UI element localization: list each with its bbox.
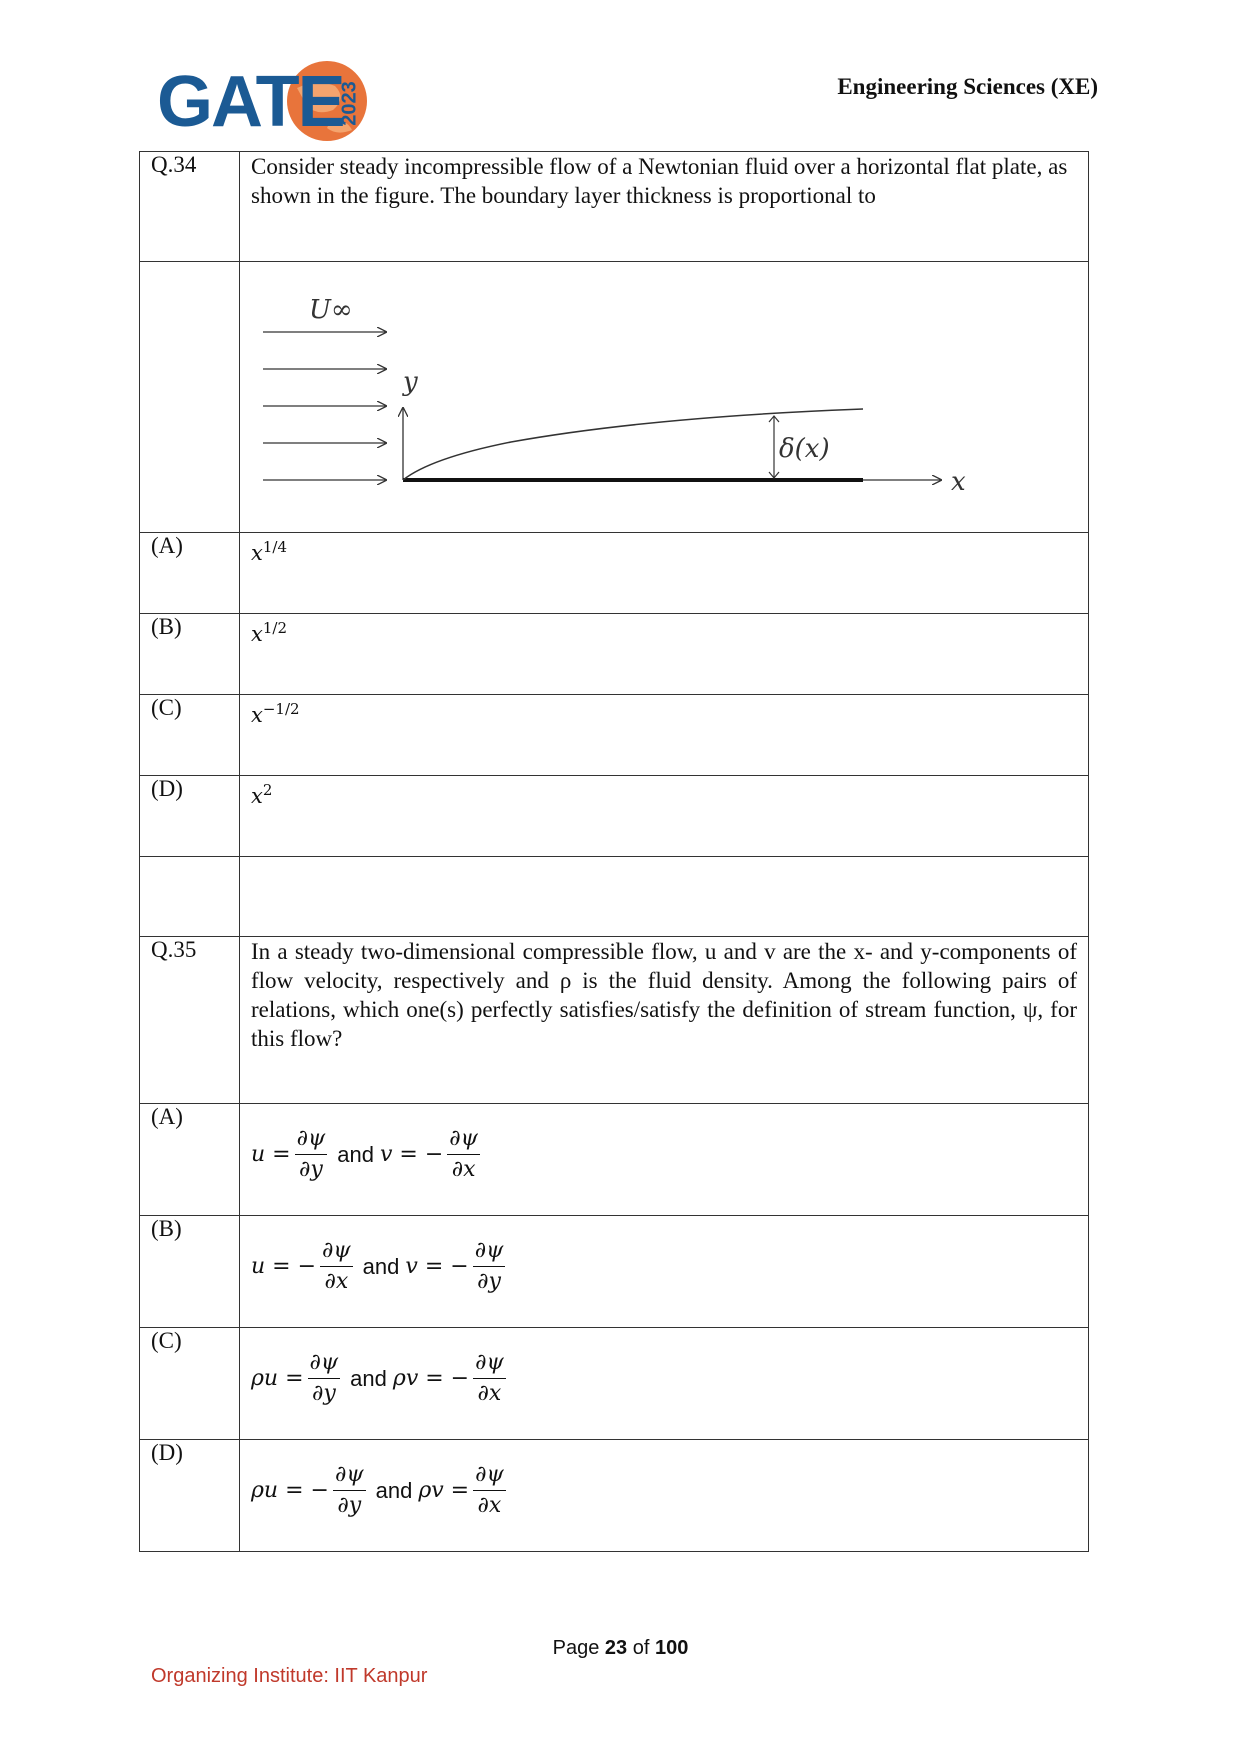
option-c: $x^{-1/2}$ (240, 695, 1089, 776)
question-table (139, 151, 1089, 1552)
option-row (140, 614, 1089, 695)
x-axis-label: x (951, 467, 966, 497)
gate-logo (157, 58, 377, 144)
question-text: In a steady two-dimensional compressible flow, u and v are the x- and y-components of flow velocity, respectively and ρ is the fluid density. Among the following pairs of relations, which one(s) perfectly satisfies/satisfy the definition of stream function, ψ, for this flow? (240, 937, 1089, 1104)
option-row (140, 1216, 1089, 1328)
option-d: $x^2$ (240, 776, 1089, 857)
logo-text: GATE (157, 62, 344, 142)
option-row (140, 533, 1089, 614)
logo-year: 2023 (338, 81, 361, 126)
figure-row (140, 262, 1089, 533)
option-label: (A) (140, 1104, 240, 1216)
option-row (140, 1440, 1089, 1552)
option-label: (B) (140, 614, 240, 695)
question-row (140, 152, 1089, 262)
option-d: ρu = − $\frac{\partial\psi}{\partial y}$ and ρv = $\frac{\partial\psi}{\partial x}$ (240, 1440, 1089, 1552)
page-header (0, 0, 1241, 150)
boundary-layer-diagram (251, 262, 1011, 532)
option-c: ρu = $\frac{\partial\psi}{\partial y}$ and ρv = − $\frac{\partial\psi}{\partial x}$ (240, 1328, 1089, 1440)
question-number: Q.35 (140, 937, 240, 1104)
question-text: Consider steady incompressible flow of a Newtonian fluid over a horizontal flat plate, as shown in the figure. The boundary layer thickness is proportional to (240, 152, 1089, 262)
page-number: Page 23 of 100 (552, 1637, 689, 1659)
option-a: $x^{1/4}$ (240, 533, 1089, 614)
option-label: (D) (140, 776, 240, 857)
option-b: u = − $\frac{\partial\psi}{\partial x}$ and v = − $\frac{\partial\psi}{\partial y}$ (240, 1216, 1089, 1328)
spacer-row (140, 857, 1089, 937)
u-infinity-label: U∞ (309, 295, 353, 325)
subject-title: Engineering Sciences (XE) (837, 74, 1098, 99)
option-label: (A) (140, 533, 240, 614)
option-label: (B) (140, 1216, 240, 1328)
option-row (140, 1328, 1089, 1440)
y-axis-label: y (403, 367, 418, 397)
option-b: $x^{1/2}$ (240, 614, 1089, 695)
option-label: (C) (140, 695, 240, 776)
option-label: (C) (140, 1328, 240, 1440)
organizing-institute: Organizing Institute: IIT Kanpur (151, 1665, 428, 1687)
option-row (140, 776, 1089, 857)
option-row (140, 1104, 1089, 1216)
question-row (140, 937, 1089, 1104)
option-row (140, 695, 1089, 776)
delta-label: δ(x) (779, 434, 830, 464)
boundary-layer-figure (240, 262, 1089, 533)
question-number: Q.34 (140, 152, 240, 262)
option-label: (D) (140, 1440, 240, 1552)
option-a: u = $\frac{\partial\psi}{\partial y}$ and v = − $\frac{\partial\psi}{\partial x}$ (240, 1104, 1089, 1216)
